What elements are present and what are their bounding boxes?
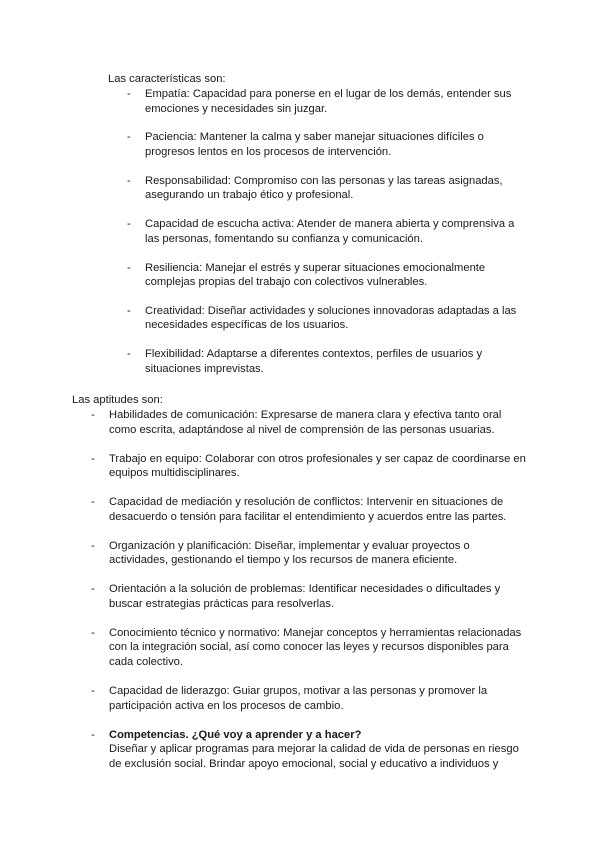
list-item	[91, 582, 531, 611]
list-bullet: -	[127, 261, 131, 274]
list-bullet: -	[127, 88, 131, 100]
list-item	[91, 539, 531, 568]
list-bullet: -	[127, 304, 131, 317]
list-item-text: Responsabilidad: Compromiso con las personas y las tareas asignadas, asegurando un trabajo ético y profesional.	[145, 174, 503, 202]
list-bullet: -	[127, 174, 131, 187]
characteristics-list	[127, 87, 527, 391]
list-bullet: -	[91, 626, 95, 639]
list-bullet: -	[91, 583, 95, 596]
list-item-text: Orientación a la solución de problemas: Identificar necesidades o dificultades y buscar estrategias prácticas para resolverlas.	[109, 583, 501, 610]
list-item	[127, 87, 527, 116]
list-item-text: Conocimiento técnico y normativo: Manejar conceptos y herramientas relacionadas con la integración social, así como conocer las leyes y recursos disponibles para cada colectivo.	[109, 626, 522, 669]
list-bullet: -	[127, 218, 131, 231]
list-item-text: Paciencia: Mantener la calma y saber manejar situaciones difíciles o progresos lentos en los procesos de intervención.	[145, 131, 484, 158]
list-item	[91, 684, 531, 713]
list-item	[127, 174, 527, 203]
list-bullet: -	[91, 728, 95, 741]
list-bullet: -	[91, 496, 95, 509]
list-item	[91, 495, 531, 524]
characteristics-heading: Las características son:	[108, 73, 226, 85]
list-bullet: -	[127, 348, 131, 361]
list-item-text: Resiliencia: Manejar el estrés y superar situaciones emocionalmente complejas propias del trabajo con colectivos vulnerables.	[145, 261, 486, 289]
list-bullet: -	[127, 131, 131, 144]
list-item-text: Capacidad de liderazgo: Guiar grupos, motivar a las personas y promover la participación activa en los procesos de cambio.	[109, 685, 488, 712]
list-item	[127, 304, 527, 333]
list-item-text: Empatía: Capacidad para ponerse en el lugar de los demás, entender sus emociones y necesidades sin juzgar.	[145, 88, 512, 115]
list-item	[91, 626, 531, 670]
list-bullet: -	[91, 539, 95, 552]
list-item	[91, 408, 531, 437]
aptitudes-heading: Las aptitudes son:	[72, 394, 163, 406]
list-item-text: Capacidad de escucha activa: Atender de manera abierta y comprensiva a las personas, fomentando su confianza y comunicación.	[145, 218, 515, 245]
list-item-text: Creatividad: Diseñar actividades y soluciones innovadoras adaptadas a las necesidades específicas de los usuarios.	[145, 304, 517, 332]
list-item-text: Organización y planificación: Diseñar, implementar y evaluar proyectos o actividades, gestionando el tiempo y los recursos de manera eficiente.	[109, 539, 470, 567]
competencies-item	[91, 728, 531, 772]
list-item	[127, 261, 527, 290]
list-item-text: Habilidades de comunicación: Expresarse de manera clara y efectiva tanto oral como escrita, adaptándose al nivel de comprensión de las personas usuarias.	[109, 409, 502, 436]
list-item-text: Trabajo en equipo: Colaborar con otros profesionales y ser capaz de coordinarse en equipos multidisciplinares.	[109, 452, 526, 480]
list-bullet: -	[91, 409, 95, 421]
list-item	[127, 347, 527, 376]
list-item	[127, 217, 527, 246]
list-item	[91, 452, 531, 481]
list-bullet: -	[91, 685, 95, 698]
list-bullet: -	[91, 452, 95, 465]
list-item-text: Flexibilidad: Adaptarse a diferentes contextos, perfiles de usuarios y situaciones imprevistas.	[145, 348, 483, 375]
list-item	[127, 130, 527, 159]
competencies-text: Diseñar y aplicar programas para mejorar la calidad de vida de personas en riesgo de exclusión social. Brindar apoyo emocional, social y educativo a individuos y	[109, 743, 519, 770]
list-item-text: Capacidad de mediación y resolución de conflictos: Intervenir en situaciones de desacuerdo o tensión para facilitar el entendimiento y acuerdos entre las partes.	[109, 496, 507, 523]
competencies-title: Competencias. ¿Qué voy a aprender y a hacer?	[109, 728, 362, 741]
aptitudes-list	[91, 408, 531, 786]
